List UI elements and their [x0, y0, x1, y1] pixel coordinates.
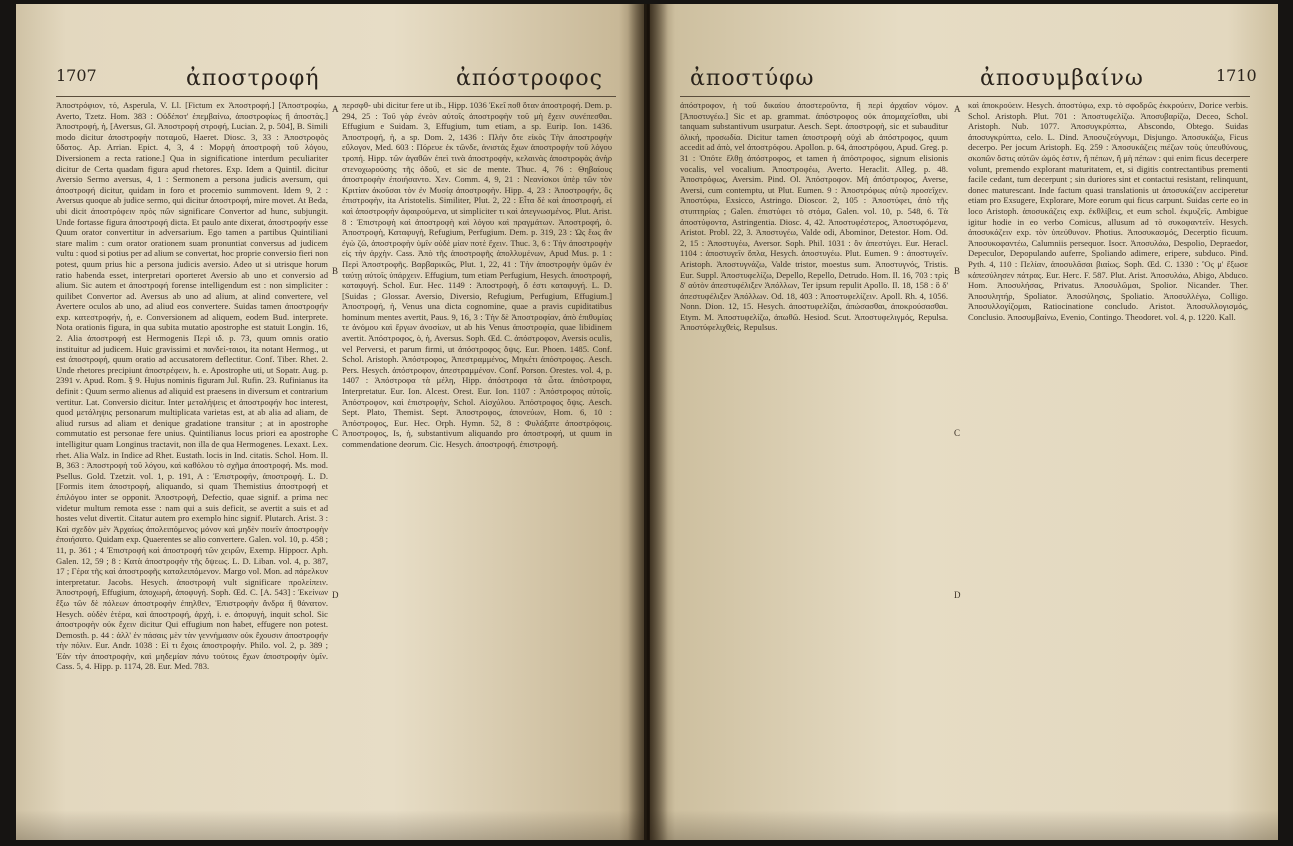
left-headword	[186, 66, 320, 91]
section-marker: D	[332, 590, 339, 600]
section-marker: B	[332, 266, 339, 276]
page-shadow	[16, 810, 644, 840]
header-rule	[56, 96, 616, 97]
headword: ἀποστύφω	[690, 66, 815, 91]
page-number: 1707	[56, 66, 97, 85]
page-shadow	[650, 810, 1278, 840]
book-spread	[16, 4, 1278, 840]
right-headword	[980, 66, 1144, 91]
text-column-2: περσφθ- ubi dicitur fere ut ib., Hipp. 1036 Ἐκεῖ ποθ ὅταν ἀποστροφή. Dem. p. 294, 25 : Τοῦ γὰρ ἐνεὸν αὐτοῖς ἀποστροφὴν τοῦ μὴ ἔχειν συνέπεσθαι. Effugium e Suidam. 3, Effugium, tum etiam, a sp. Eurip. Ion. 1436. Ἀποστροφή, ἡ, a sp. Dom. 2, 1436 : Πλὴν ὅτε εἰκὸς Τὴν ἀποστροφὴν εὔλογον, Med. 603 : Πόρευε ἐκ τῶνδε, ἀνιστάς ἔχων ἀποστροφὴν τοῦ λόγου τροπή. Hipp. τῶν ἀγαθῶν ἐπεὶ τινὰ ἀποστροφὴν, κελαινὰς ἀποστροφὰς ἀνὴρ στενοχωρούσης τῆς ὁδοῦ, et sic de mente. Thuc. 4, 76 : Θηβαίους ἀποστροφὴν ἐποιήσαντο. Χεν. Comm. 4, 9, 21 : Νεανίσκοι ὑπὲρ τῶν τὸν Κριτίαν ἀκοῦσαι τὸν ἐν Μυσίᾳ ἀποστροφὴν. Hipp. 4, 23 : Ἀποστροφήν, ὃς ἐπιστροφὴν, ita Aristotelis. Similiter, Plut. 2, 22 : Εἶτα δὲ καὶ ἀποστροφή, εἰ καὶ ἀποστροφὴν ἀφαιρούμενα, ut simpliciter τι καὶ ἀπεγνωσμένος. Plut. Arist. 8 : Ἐπιστροφὴ καὶ ἀποστροφὴ καὶ λόγου καὶ πραγμάτων. Ἀποστροφή, ὁ. Ἀποστροφὴ, Καταφυγή, Refugium, Perfugium. Dem. p. 319, 23 : Ὡς ἕως ἂν ἐγὼ ζῶ, ἀποστροφὴν ὑμῖν οὐδὲ μίαν ποτὲ ἔχειν. Thuc. 3, 6 : Τὴν ἀποστροφὴν εἰς τὴν ἀρχὴν. Cass. Ἀπὸ τῆς ἀποστροφῆς ἀπολλυμένων, Apud Mus. p. 1 : Περὶ Ἀποστροφῆς. Βαρβαρικῶς, Plut. 1, 22, 41 : Τὴν ἀποστροφὴν ὑμῶν ἐν ταύτῃ αὐτοῖς ὑπάρχειν. Effugium, tum etiam Perfugium, Hesych. ἀποστροφή, καταφυγή. Schol. Eur. Hec. 1149 : Ἀποστροφὴ, ὅ ἐστι καταφυγή. L. D. [Suidas ; Glossar. Aversio, Diversio, Refugium, Perfugium, Effugium.] Ἀποστροφή, ἡ, Venus una dicta cognomine, quae a pravis cupiditatibus hominum mentes avertit, Paus. 9, 16, 3 : Τὴν δὲ Ἀποστροφίαν, ἀπὸ ἐπιθυμίας τε ἀνόμου καὶ ἔργων ἀνοσίων, ut ab his Venus ἀποστροφία, quae libidinem avertit. Ἀπόστροφος, ὁ, ἡ, Aversus. Soph. Œd. C. ἀπόστροφον, Aversis oculis, vel Perversi, et parum firmi, ut ἀπόστροφος ὄψις. Eur. Phoen. 1485. Conf. Schol. Aristoph. Ἀπόστροφος, Ἀπεστραμμένος, Μηκέτι ἀπόστροφος. Aesch. Pers. Hesych. ἀπόστροφον, ἀπεστραμμένον. Conf. Porson. Orestes. vol. 4, p. 1407 : Ἀπόστροφα τὰ μέλη, Hipp. ἀπόστροφα τὰ ὦτα. ἀπόστροφα, Interpretatur. Eur. Ion. Alcest. Orest. Eur. Ion. 1107 : Ἀπόστροφος αὐτοῖς. Ἀπόστροφον, καὶ ἐπιστροφὴν, Schol. Αἰσχύλου. Ἀπόστροφος ὄψις. Aesch. Sept. Plato, Themist. Sept. Ἀποστροφος, ἀπονεύων, Hom. 6, 10 : Ἀπόστροφος, Eur. Hec. Orph. Hymn. 52, 8 : Φυλάξατε ἀποστρόφοις. Ἀποστροφος, Is, ἡ, substantivum aliquando pro ἀποστροφή, ut quum in commendatione deorum. Cic. Hesych. ἀποστροφή. ἐπιστροφή.	[342, 100, 612, 449]
left-headword	[690, 66, 814, 91]
headword: ἀποσυμβαίνω	[980, 66, 1144, 91]
section-marker: B	[954, 266, 961, 276]
header-rule	[680, 96, 1250, 97]
section-marker: C	[332, 428, 339, 438]
page-number: 1710	[1216, 66, 1257, 85]
text-column-2: καὶ ἀποκρούειν. Hesych. ἀποστύφω, exp. τὸ σφοδρῶς ἐκκρούειν, Dorice verbis. Schol. Aristoph. Plut. 701 : Ἀποστυφελίζω. Ἀποσυβαρίζω, Deceo, Schol. Aristoph. Nub. 1077. Ἀποσυγκρύπτω, Abscondo, Obtego. Suidas ἀποσυγκρύπτω, celo. L. Dind. Ἀποσυζεύγνυμι, Disjungo. Ἀποσυκάζω, Ficus decerpo. Per jocum Aristoph. Eq. 259 : Ἀποσυκάζεις πιέζων τοὺς ὑπευθύνους, σκοπῶν ὅστις αὐτῶν ὠμός ἐστιν, ἢ πέπων, ἢ μὴ πέπων : qui enim ficus decerpere volunt, premendo explorant maturitatem, et, si digitis contrectantibus prementi facile cedant, tum decerpunt ; sin duriores sint et contactui resistant, relinquunt, donec maturescant. Inde factum quasi translationis ut ἀποσυκάζειν acciperetur etiam pro Exsugere, Explorare, More eorum qui ficus carpunt. Suidas certe eo in loco Aristoph. ἀποσυκάζεις exp. ἐκθλίβεις, et eum schol. ἐκμυζεῖς. Ambigue igitur hodie in eo verbo Comicus, allusum ad τὸ συκοφαντεῖν. Hesych. ἀποσυκάζειν exp. τὸν ὑπεύθυνον. Photius. Ἀποσυκασμός, Decerptio ficuum. Ἀποσυκοφαντέω, Calumniis persequor. Isocr. Ἀποσυλάω, Despolio, Depraedor, Depeculor, Depopulando auferre, Spoliando adimere, eripere, subduco. Pind. Pyth. 4, 110 : Πελίαν, ἀποσυλᾶσαι βιαίως. Soph. Œd. C. 1330 : Ὃς μ' ἔξωσε κἀπεσύλησεν πάτρας. Eur. Herc. F. 587. Plut. Arist. Ἀποσυλάω, Abigo, Abduco. Hom. Ἀποσυλήσας, Privatus. Ἀποσυλῶμαι, Spolior. Nicander. Ther. Ἀποσυλητήρ, Spoliator. Ἀποσύλησις, Spoliatio. Ἀποσυλλέγω, Colligo. Ἀποσυλλογίζομαι, Ratiocinatione concludo. Aristot. Ἀποσυλλογισμός, Conclusio. Ἀποσυμβαίνω, Evenio, Contingo. Theodoret. vol. 4, p. 1220. Kall.	[968, 100, 1248, 322]
left-page-header	[56, 66, 97, 85]
section-marker: A	[954, 104, 961, 114]
left-page	[16, 4, 644, 840]
headword: ἀποστροφή	[186, 66, 320, 91]
section-marker: C	[954, 428, 961, 438]
section-marker: D	[954, 590, 961, 600]
text-column-1: ἀπόστροφον, ἡ τοῦ δικαίου ἀποστεροῦντα, ἢ περὶ ἀρχαῖον νόμον. [Ἀποστυγέω.] Sic et ap. grammat. ἀπόστροφος οὐκ ἀπομαχεῖσθαι, ubi tanquam substantivum usurpatur. Aesch. Sept. ἀποστροφὴ, sic et subauditur ὁλική, προσωδία. Dicitur tamen ἀποστροφὴ οὐχὶ ab ἀπόστροφος, quum accedit ad ἀπὸ, vel ἀποστρόφου. Apollon. p. 64, ἀποστρόφου, Apud. Greg. p. 31 : Ὁπότε ἔλθῃ ἀπόστροφος, et tamen ἡ ἀπόστροφος, signum elisionis vocalis, vel vocalium. Ἀποστροφέω, Averto. Heraclit. Alleg. p. 48. Ἀποστρόφως, Aversim. Pind. Ol. Ἀπόστροφον. Μὴ ἀπόστροφος, Averse, Aversi, cum contemptu, ut Plut. Eumen. 9 : Ἀποστρόφως αὐτῷ προσεῖχεν. Ἀποστύφω, Exsicco, Astringo. Dioscor. 2, 105 : Ἀποστύφει, ἀπὸ τῆς στυπτηρίας ; Galen. ἐπιστύφει τὸ στόμα, Galen. vol. 10, p. 548, 6. Τὰ ἀποστύφοντα, Astringentia. Diosc. 4, 42. Ἀποστυφέστερος, Ἀποστυφόμενα, Aristot. Probl. 22, 3. Ἀποστυγέω, Valde odi, Abominor, Detestor. Hom. Od. 2, 15 : Ἀποστυγέω, Aversor. Soph. Phil. 1031 : ὃν ἀπεστύγει. Eur. Heracl. 1104 : ἀποστυγεῖν ὅπλα, Hesych. ἀποστυγέω. Plut. Eumen. 9 : ἀποστυγεῖν. Aristoph. Ἀποστυγνάζω, Valde tristor, moestus sum. Ἀποστυγνός, Tristis. Eur. Suppl. Ἀποστυφελίζω, Depello, Repello, Detrudo. Hom. Il. 16, 703 : τρὶς δ' αὐτὸν ἀπεστυφέλιξεν Ἀπόλλων, Ter ipsum repulit Apollo. Il. 18, 158 : ὃ δ' ἀπεστυφέλιξεν Ἀπόλλων. Od. 18, 403 : Ἀποστυφελίζειν. Apoll. Rh. 4, 1056. Nonn. Dion. 12, 15. Hesych. ἀποστυφελίξαι, ἀπώσασθαι, ἀποκρούσασθαι. Etym. M. Ἀποστυφελίζω, ἀπωθῶ. Hesiod. Scut. Ἀποστυφελιγμός, Repulsa. Ἀποστύφελιχθεὶς, Repulsus.	[680, 100, 948, 333]
headword: ἀπόστροφος	[456, 66, 603, 91]
text-column-1: Ἀποστρόφιον, τό, Asperula, V. Ll. [Fictum ex Ἀποστροφή.] [Ἀποστροφίω, Averto, Tzetz. Hom. 383 : Οὐδέποτ' ἐπεμβαίνω, ἀποστροφίως ἢ ἀποστὰς.] Ἀποστροφή, ἡ, [Aversus, Gl. Ἀποστροφή στροφή, Lucian. 2, p. 504], B. Simili modo dicitur ἀποστροφὴν ποταμοῦ, Haeret. Diosc. 3, 33 : Ἀποστροφὸς ὕδατος. Ap. Arrian. Epict. 4, 3, 4 : Μορφὴ ἀποστροφὴ τοῦ λόγου, Diversionem a recta ratione.] Qua in significatione interdum peculiariter dicitur de Certa quadam figura apud rhetores. Exp. Idem a Quintil. dicitur Aversio Sermo aversus, 4, 1 : Sermonem a persona judicis aversum, qui ἀποστροφή dicitur, quidam in foro et procemio summovent. Idem 9, 2 : Aversus quoque ab judice sermo, qui dicitur ἀποστροφή, mire movet. At Beda, ubi dicit ἀποστρόφειν πρὸς πῶν significare Convertor ad hunc, subjungit. Unde fortasse figura ἀποστροφή dicta. Et paulo ante dixerat, ἀποστροφήν esse Quum orator convertitur in adversarium. Ego tamen a partibus Quintiliani stare malim : cum orator orationem suam pronuntiat conversus ad judicem vultu : quod si potius per ad alium se convertat, hoc proprie conversio fieri non potest, quum prius hic a persona judicis aversio. Adeo ut si utrisque horum ratio habenda esset, interpretari oporteret Aversio ab uno et conversio ad alium. Sic autem et ἀποστροφή forense intelligendum est : non simpliciter : quilibet Convertor ad. Aversus ab uno ad alium, at alind convertere, vel Avertere oculos ab uno, ad aliud eos convertere. Suidas tamen ἀποστροφήν exp. κατεστροφήν, ἡ, e. Conversionem ad aliquem, eodem Bud. interprete. Nota orationis figura, in qua subita mutatio apostrophe est statuit Longin. 16, 2. Alia ἀποστροφή est Hermogenis Περὶ ιδ. p. 73, quum omnis oratio instituitur ad judicem. Huic gravissimi et πανδεί-ταιοι, ita notant Hermog., ut est ἀποστροφή, quum oratio ad accusatorem deflectitur. Conf. Tiber. Rhet. 2. Unde rhetores precipiunt ἀποστρέφειν, h. e. Apostrophe uti, ut Sopatr. Aug. p. 2391 v. Apud. Rom. § 9. Hujus nominis figuram Jul. Rufin. 23. Rufinianus ita definit : Quum sermo alienus ad aliquid est praesens in diversum et contrarium vertitur. Lat. Conversio dicitur. Inter μεταλήψεις et ἀποστροφήν hoc interest, quod μετάληψις personarum multiplicata varietas est, at ab alia ad aliam, de aliud rursus ad aliam et denique gradatione transitur ; at in apostrophe commutatio est personae fere unius. Quintilianus locus priori ea apostrophe intelligitur quam Longinus tractavit, non illa de qua Hermogenes. Lexaxt. Lex. rhet. Alia Walz. in Indice ad Rhet. Eustath. locis in Ind. citatis. Schol. Hom. Il. B, 363 : Ἀποστροφὴ τοῦ λόγου, καὶ καθόλου τὸ σχῆμα ἀποστροφή. Ms. mod. Psellus. Gold. Tzetzit. vol. 1, p. 191, A : Ἐπιστροφὴν, ἀποστροφή. L. D. [Formis item ἀποστροφή, aliquando, si quam Themistius ἀποστροφή et ἐπιλόγου inter se opponit. Ἀποστροφή, Defectio, quae signif. a prima nec videtur multum remota esse : nam qui a suis deficit, se avertit a suis et ad hostes velut divertit. Citatur autem pro exemplo hinc signif. Plutarch. Arist. 3 : Καὶ σχεδὸν μὲν Ἀρχαίως ἀπολειπόμενος μόνον καὶ μηδὲν ποιεῖν ἀποστροφὴν ἐποιήσατο. Quidam exp. Quaerentes se alio convertere. Galen. vol. 10, p. 458 ; 11, p. 361 ; 4 Ἐπιστροφή καὶ ἀποστροφή τῶν χειρῶν, Exemp. Hippocr. Aph. Galen. 12, 59 ; 8 : Κατὰ ἀποστροφὴν τῆς ὄψεως. L. D. Liban. vol. 4, p. 387, 17 ; Γέρα τῆς καὶ ἀποστροφῆς καταλειπόμενον. Margo vol. Mon. ad πάρελκυν interpretatur. Jacobs. Hesych. ἀποστροφή vult significare προλείπειν. Ἀποστροφή, Effugium, ἀποχωρὴ, ἀποφυγή. Soph. Œd. C. [A. 543] : Ἐκείνων ἕξω τῶν δὲ πόλεων ἀποστροφὴν ἐπηλθεν, Ἐπιστροφὴν ἄνδρα ἢ θάνατον. Hesych. οὐδὲν ἑτέρα, καὶ ἀποστροφή, ἀρχή, i. e. ἀποφυγή, inquit schol. Sic ἀποστροφὴν οὐκ ἔχειν dicitur Qui effugium non habet, effugere non potest. Demosth. p. 44 : ἀλλ' ἐν πάσαις μὲν τὰν γεννήμασιν οὐκ ἔχουσιν ἀποστροφήν τὴν πόλιν. Eur. Andr. 1038 : Εἰ τι ἔχοις ἀποστροφὴν. Philo. vol. 2, p. 389 ; Ἐὰν τὴν ἀποστροφὴν, καὶ μηδεμίαν πάνυ τούτοις ἔχων ἀποστροφὴν ὑμῖν. Cass. 5, 4. Hipp. p. 1174, 28. Eur. Med. 783.	[56, 100, 328, 672]
right-page	[650, 4, 1278, 840]
section-marker: A	[332, 104, 339, 114]
right-page-header	[1216, 66, 1257, 85]
right-headword	[456, 66, 603, 91]
